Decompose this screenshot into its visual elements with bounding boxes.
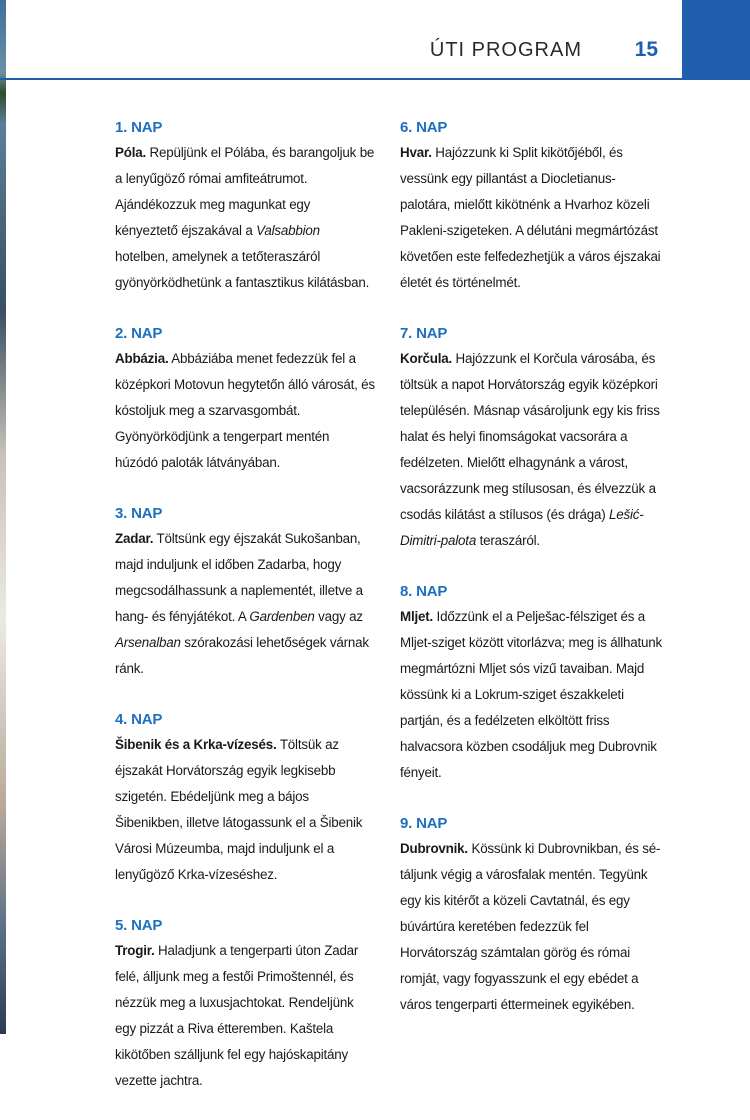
day-description: [400, 836, 665, 1018]
day-title: 9. NAP: [400, 815, 448, 832]
day-block: [400, 812, 665, 1018]
day-description: [400, 140, 665, 296]
place-name: Korčula.: [400, 351, 452, 366]
day-description: [115, 526, 375, 682]
day-description: [115, 938, 375, 1094]
day-description: [115, 140, 375, 296]
day-block: [115, 708, 375, 888]
text-run: szórakozási lehetőségek várnak ránk.: [115, 635, 369, 676]
italic-name: Valsabbion: [256, 223, 320, 238]
text-run: Időzzünk el a Pelješac-félsziget és a Mljet-sziget között vitorlázva; meg is állhatunk megmártózni Mljet sós vizű tavaiban. Majd kössünk ki a Lokrum-sziget északkeleti partján, és a fedélzeten elköltött friss halvacsora közben csodáljuk meg Dubrovnik fényeit.: [400, 609, 663, 780]
day-block: [400, 322, 665, 554]
day-description: [400, 604, 665, 786]
day-title: 6. NAP: [400, 119, 448, 136]
text-run: Hajózzunk el Korčula városába, és töltsük a napot Horvátország egyik középkori településén. Másnap vásároljunk egy kis friss halat és helyi finomságokat vacsorára a fedélzeten. Mielőtt elhagynánk a várost, vacsorázzunk meg stílusosan, és élvezzük a csodás kilátást a stílusos (és drága): [400, 351, 660, 522]
place-name: Póla.: [115, 145, 146, 160]
day-title: 3. NAP: [115, 505, 163, 522]
left-column: [115, 116, 375, 1120]
day-description: [115, 732, 375, 888]
italic-name: Lešić-Dimitri-palota: [400, 507, 644, 548]
section-title: ÚTI PROGRAM: [429, 39, 582, 61]
photo-edge-strip: [0, 0, 6, 1034]
text-run: Repüljünk el Pólába, és barangoljuk be a lenyűgöző római amfiteátrumot. Ajándékozzuk meg magunkat egy kényeztető éjszakával a: [115, 145, 375, 238]
text-run: Kössünk ki Dubrovnikban, és sétáljunk végig a városfalak mentén. Tegyünk egy kis kitérőt a közeli Cavtatnál, és egy búvártúra keretében fedezzük fel Horvátország számtalan görög és római romját, vagy fogyasszunk el egy ebédet a város tengerparti éttermeinek egyikében.: [400, 841, 661, 1012]
text-run: vagy az: [314, 609, 363, 624]
place-name: Dubrovnik.: [400, 841, 468, 856]
day-title: 7. NAP: [400, 325, 448, 342]
place-name: Šibenik és a Krka-vízesés.: [115, 737, 277, 752]
corner-color-block: [682, 0, 750, 80]
place-name: Trogir.: [115, 943, 155, 958]
place-name: Zadar.: [115, 531, 154, 546]
day-block: [115, 914, 375, 1094]
day-description: [115, 346, 375, 476]
day-title: 2. NAP: [115, 325, 163, 342]
page-header: [0, 0, 682, 80]
day-block: [115, 502, 375, 682]
day-description: [400, 346, 665, 554]
place-name: Hvar.: [400, 145, 432, 160]
text-run: Haladjunk a tengerparti úton Zadar felé, álljunk meg a festői Primoštennél, és nézzük meg a luxusjachtokat. Rendeljünk egy pizzát a Riva étteremben. Kaštela kikötőben szálljunk fel egy hajóskapitány vezette jachtra.: [115, 943, 359, 1088]
day-block: [115, 322, 375, 476]
day-title: 4. NAP: [115, 711, 163, 728]
day-block: [400, 116, 665, 296]
place-name: Mljet.: [400, 609, 434, 624]
page-number: 15: [634, 38, 658, 61]
text-run: hotelben, amelynek a tetőteraszáról gyönyörködhetünk a fantasztikus kilátásban.: [115, 249, 370, 290]
right-column: [400, 116, 665, 1044]
day-block: [400, 580, 665, 786]
text-run: Abbáziába menet fedezzük fel a középkori Motovun hegytetőn álló városát, és kóstoljuk meg a szarvasgombát. Gyönyörködjünk a tengerpart mentén húzódó paloták látványában.: [115, 351, 375, 470]
text-run: teraszáról.: [476, 533, 540, 548]
text-run: Töltsük az éjszakát Horvátország egyik legkisebb szigetén. Ebédeljünk meg a bájos Šibenikben, illetve látogassunk el a Šibenik Városi Múzeumba, majd induljunk el a lenyűgöző Krka-vízeséshez.: [115, 737, 363, 882]
day-block: [115, 116, 375, 296]
day-title: 8. NAP: [400, 583, 448, 600]
italic-name: Gardenben: [249, 609, 315, 624]
day-title: 5. NAP: [115, 917, 163, 934]
place-name: Abbázia.: [115, 351, 169, 366]
day-title: 1. NAP: [115, 119, 163, 136]
italic-name: Arsenalban: [115, 635, 181, 650]
text-run: Töltsünk egy éjszakát Sukošanban, majd induljunk el időben Zadarba, hogy megcsodálhassunk a naplementét, illetve a hang- és fényjátékot. A: [115, 531, 363, 624]
text-run: Hajózzunk ki Split kikötőjéből, és vessünk egy pillantást a Diocletianus-palotára, mielőtt kikötnénk a Hvarhoz közeli Pakleni-szigeteken. A délutáni megmártózást követően este felfedezhetjük a város éjszakai életét és történelmét.: [400, 145, 661, 290]
